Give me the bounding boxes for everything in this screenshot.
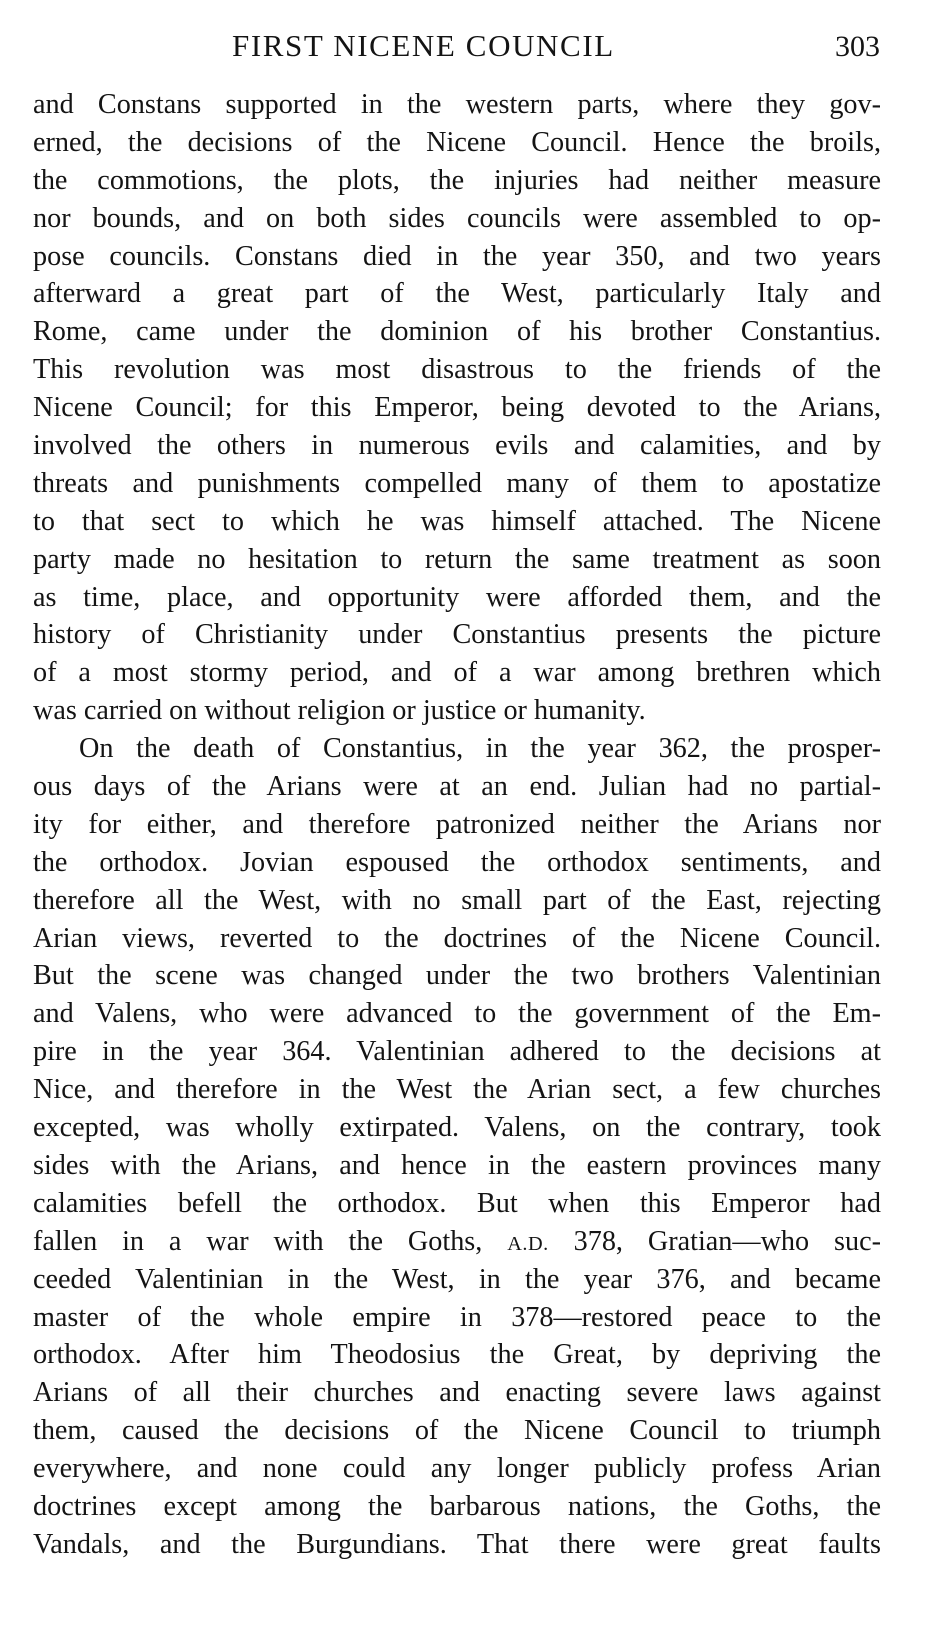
text-line: This revolution was most disastrous to the friends of the (33, 354, 881, 386)
text-line: was carried on without religion or justice or humanity. (33, 695, 646, 727)
text-line: doctrines except among the barbarous nations, the Goths, the (33, 1490, 881, 1522)
text-line: Nice, and therefore in the West the Arian sect, a few churches (33, 1074, 881, 1106)
text-line: party made no hesitation to return the same treatment as soon (33, 543, 881, 575)
text-line: to that sect to which he was himself attached. The Nicene (33, 505, 881, 537)
text-line: calamities befell the orthodox. But when this Emperor had (33, 1187, 881, 1219)
text-line: ity for either, and therefore patronized neither the Arians nor (33, 808, 881, 840)
text-line: of a most stormy period, and of a war among brethren which (33, 657, 881, 689)
text-line: Nicene Council; for this Emperor, being devoted to the Arians, (33, 392, 881, 424)
text-line: Arians of all their churches and enacting severe laws against (33, 1377, 881, 1409)
text-line: afterward a great part of the West, particularly Italy and (33, 278, 881, 310)
text-line: But the scene was changed under the two brothers Valentinian (33, 960, 881, 992)
text-line: orthodox. After him Theodosius the Great, by depriving the (33, 1339, 881, 1371)
text-line: and Constans supported in the western parts, where they gov- (33, 89, 881, 120)
text-line: ceeded Valentinian in the West, in the year 376, and became (33, 1263, 881, 1295)
text-line: Arian views, reverted to the doctrines of the Nicene Council. (33, 922, 881, 954)
paragraph-1 (33, 86, 881, 730)
text-line: nor bounds, and on both sides councils were assembled to op- (33, 202, 881, 234)
text-line: Rome, came under the dominion of his brother Constantius. (33, 316, 881, 348)
text-line: as time, place, and opportunity were afforded them, and the (33, 581, 881, 613)
text-line: On the death of Constantius, in the year 362, the prosper- (79, 733, 881, 765)
running-title: FIRST NICENE COUNCIL (232, 28, 615, 63)
running-header (0, 22, 950, 72)
text-line: pose councils. Constans died in the year 350, and two years (33, 240, 881, 272)
paragraph-2 (33, 730, 881, 1564)
text-line: therefore all the West, with no small part of the East, rejecting (33, 884, 881, 916)
text-line: master of the whole empire in 378—restored peace to the (33, 1301, 881, 1333)
text-line: history of Christianity under Constantius presents the picture (33, 619, 881, 651)
text-line: the commotions, the plots, the injuries had neither measure (33, 164, 881, 196)
text-line: the orthodox. Jovian espoused the orthodox sentiments, and (33, 846, 881, 878)
text-line (33, 1223, 881, 1261)
text-line: excepted, was wholly extirpated. Valens, on the contrary, took (33, 1112, 881, 1144)
text-line: involved the others in numerous evils and calamities, and by (33, 430, 881, 462)
body-text (33, 86, 881, 1564)
small-caps-abbreviation: A.D. (507, 1232, 549, 1255)
text-line: everywhere, and none could any longer publicly profess Arian (33, 1453, 881, 1485)
text-line: Vandals, and the Burgundians. That there were great faults (33, 1528, 881, 1560)
text-line: threats and punishments compelled many of them to apostatize (33, 467, 881, 499)
line-segment: fallen in a war with the Goths, (33, 1225, 483, 1257)
text-line: them, caused the decisions of the Nicene Council to triumph (33, 1415, 881, 1447)
page-number: 303 (835, 30, 880, 63)
text-line: ous days of the Arians were at an end. Julian had no partial- (33, 771, 881, 803)
line-segment: 378, Gratian—who suc- (573, 1225, 881, 1257)
text-line: pire in the year 364. Valentinian adhered to the decisions at (33, 1036, 881, 1068)
text-line: and Valens, who were advanced to the government of the Em- (33, 998, 881, 1030)
text-line: erned, the decisions of the Nicene Council. Hence the broils, (33, 126, 881, 158)
text-line: sides with the Arians, and hence in the eastern provinces many (33, 1149, 881, 1181)
